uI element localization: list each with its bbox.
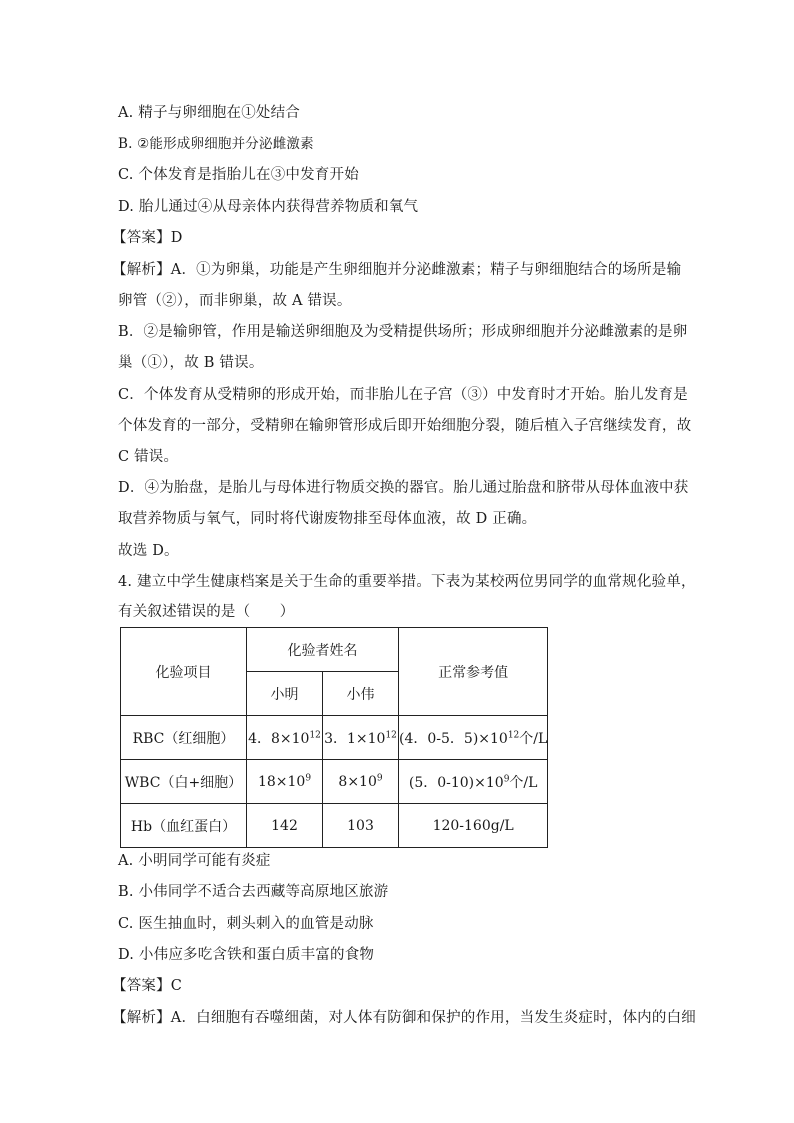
q4-analysis-line: 【解析】A．白细胞有吞噬细菌，对人体有防御和保护的作用，当发生炎症时，体内的白细 (112, 1010, 696, 1026)
q3-analysis-line: C 错误。 (118, 449, 179, 465)
header-test-item: 化验项目 (121, 628, 247, 716)
cell-value: 4．$8\times 10^{12}$ (247, 716, 323, 760)
cell-value: $18\times 10^9$ (247, 760, 323, 804)
cell-item: Hb（血红蛋白） (121, 804, 247, 848)
q3-option-b: B. ②能形成卵细胞并分泌雌激素 (118, 136, 314, 152)
table-row (121, 804, 548, 848)
q4-stem: 4. 建立中学生健康档案是关于生命的重要举措。下表为某校两位男同学的血常规化验单， (118, 574, 696, 590)
q3-conclusion: 故选 D。 (118, 543, 179, 559)
q4-option-c: C. 医生抽血时，刺头刺入的血管是动脉 (118, 916, 374, 932)
q3-option-c: C. 个体发育是指胎儿在③中发育开始 (118, 167, 359, 183)
q3-analysis-line: 卵管（②），而非卵巢，故 A 错误。 (118, 293, 352, 309)
cell-reference: 120-160g/L (399, 804, 548, 848)
header-reference-value: 正常参考值 (399, 628, 548, 716)
q3-analysis-line: 【解析】A．①为卵巢，功能是产生卵细胞并分泌雌激素；精子与卵细胞结合的场所是输 (112, 262, 682, 278)
header-name-xiaoming: 小明 (247, 672, 323, 716)
cell-item: RBC（红细胞） (121, 716, 247, 760)
cell-value: 142 (247, 804, 323, 848)
table-row (121, 760, 548, 804)
q3-analysis-line: C．个体发育从受精卵的形成开始，而非胎儿在子宫（③）中发育时才开始。胎儿发育是 (118, 387, 688, 403)
q3-analysis-line: D．④为胎盘，是胎儿与母体进行物质交换的器官。胎儿通过胎盘和脐带从母体血液中获 (118, 480, 689, 496)
q3-answer: 【答案】D (112, 230, 183, 246)
q3-analysis-line: 取营养物质与氧气，同时将代谢废物排至母体血液，故 D 正确。 (118, 511, 537, 527)
header-tester-name: 化验者姓名 (247, 628, 399, 672)
header-name-xiaowei: 小伟 (323, 672, 399, 716)
q4-option-a: A. 小明同学可能有炎症 (118, 853, 271, 869)
cell-value: $8\times 10^9$ (323, 760, 399, 804)
q3-analysis-line: B．②是输卵管，作用是输送卵细胞及为受精提供场所；形成卵细胞并分泌雌激素的是卵 (118, 324, 688, 340)
cell-value: 3．$1\times 10^{12}$ (323, 716, 399, 760)
q3-analysis-line: 个体发育的一部分，受精卵在输卵管形成后即开始细胞分裂，随后植入子宫继续发育，故 (118, 418, 692, 434)
cell-reference: (5．$0-10)\times 10^9$个/L (399, 760, 548, 804)
cell-reference: (4．0-5．$5)\times 10^{12}$个/L (399, 716, 548, 760)
q4-option-b: B. 小伟同学不适合去西藏等高原地区旅游 (118, 884, 389, 900)
cell-item: WBC（白+细胞） (121, 760, 247, 804)
q3-option-a: A. 精子与卵细胞在①处结合 (118, 105, 300, 121)
cell-value: 103 (323, 804, 399, 848)
q4-option-d: D. 小伟应多吃含铁和蛋白质丰富的食物 (118, 947, 375, 963)
q3-option-d: D. 胎儿通过④从母亲体内获得营养物质和氧气 (118, 199, 419, 215)
q3-analysis-line: 巢（①），故 B 错误。 (118, 355, 264, 371)
q4-stem: 有关叙述错误的是（ ） (118, 604, 295, 620)
table-row (121, 716, 548, 760)
blood-test-table (120, 627, 548, 848)
q4-answer: 【答案】C (112, 978, 183, 994)
